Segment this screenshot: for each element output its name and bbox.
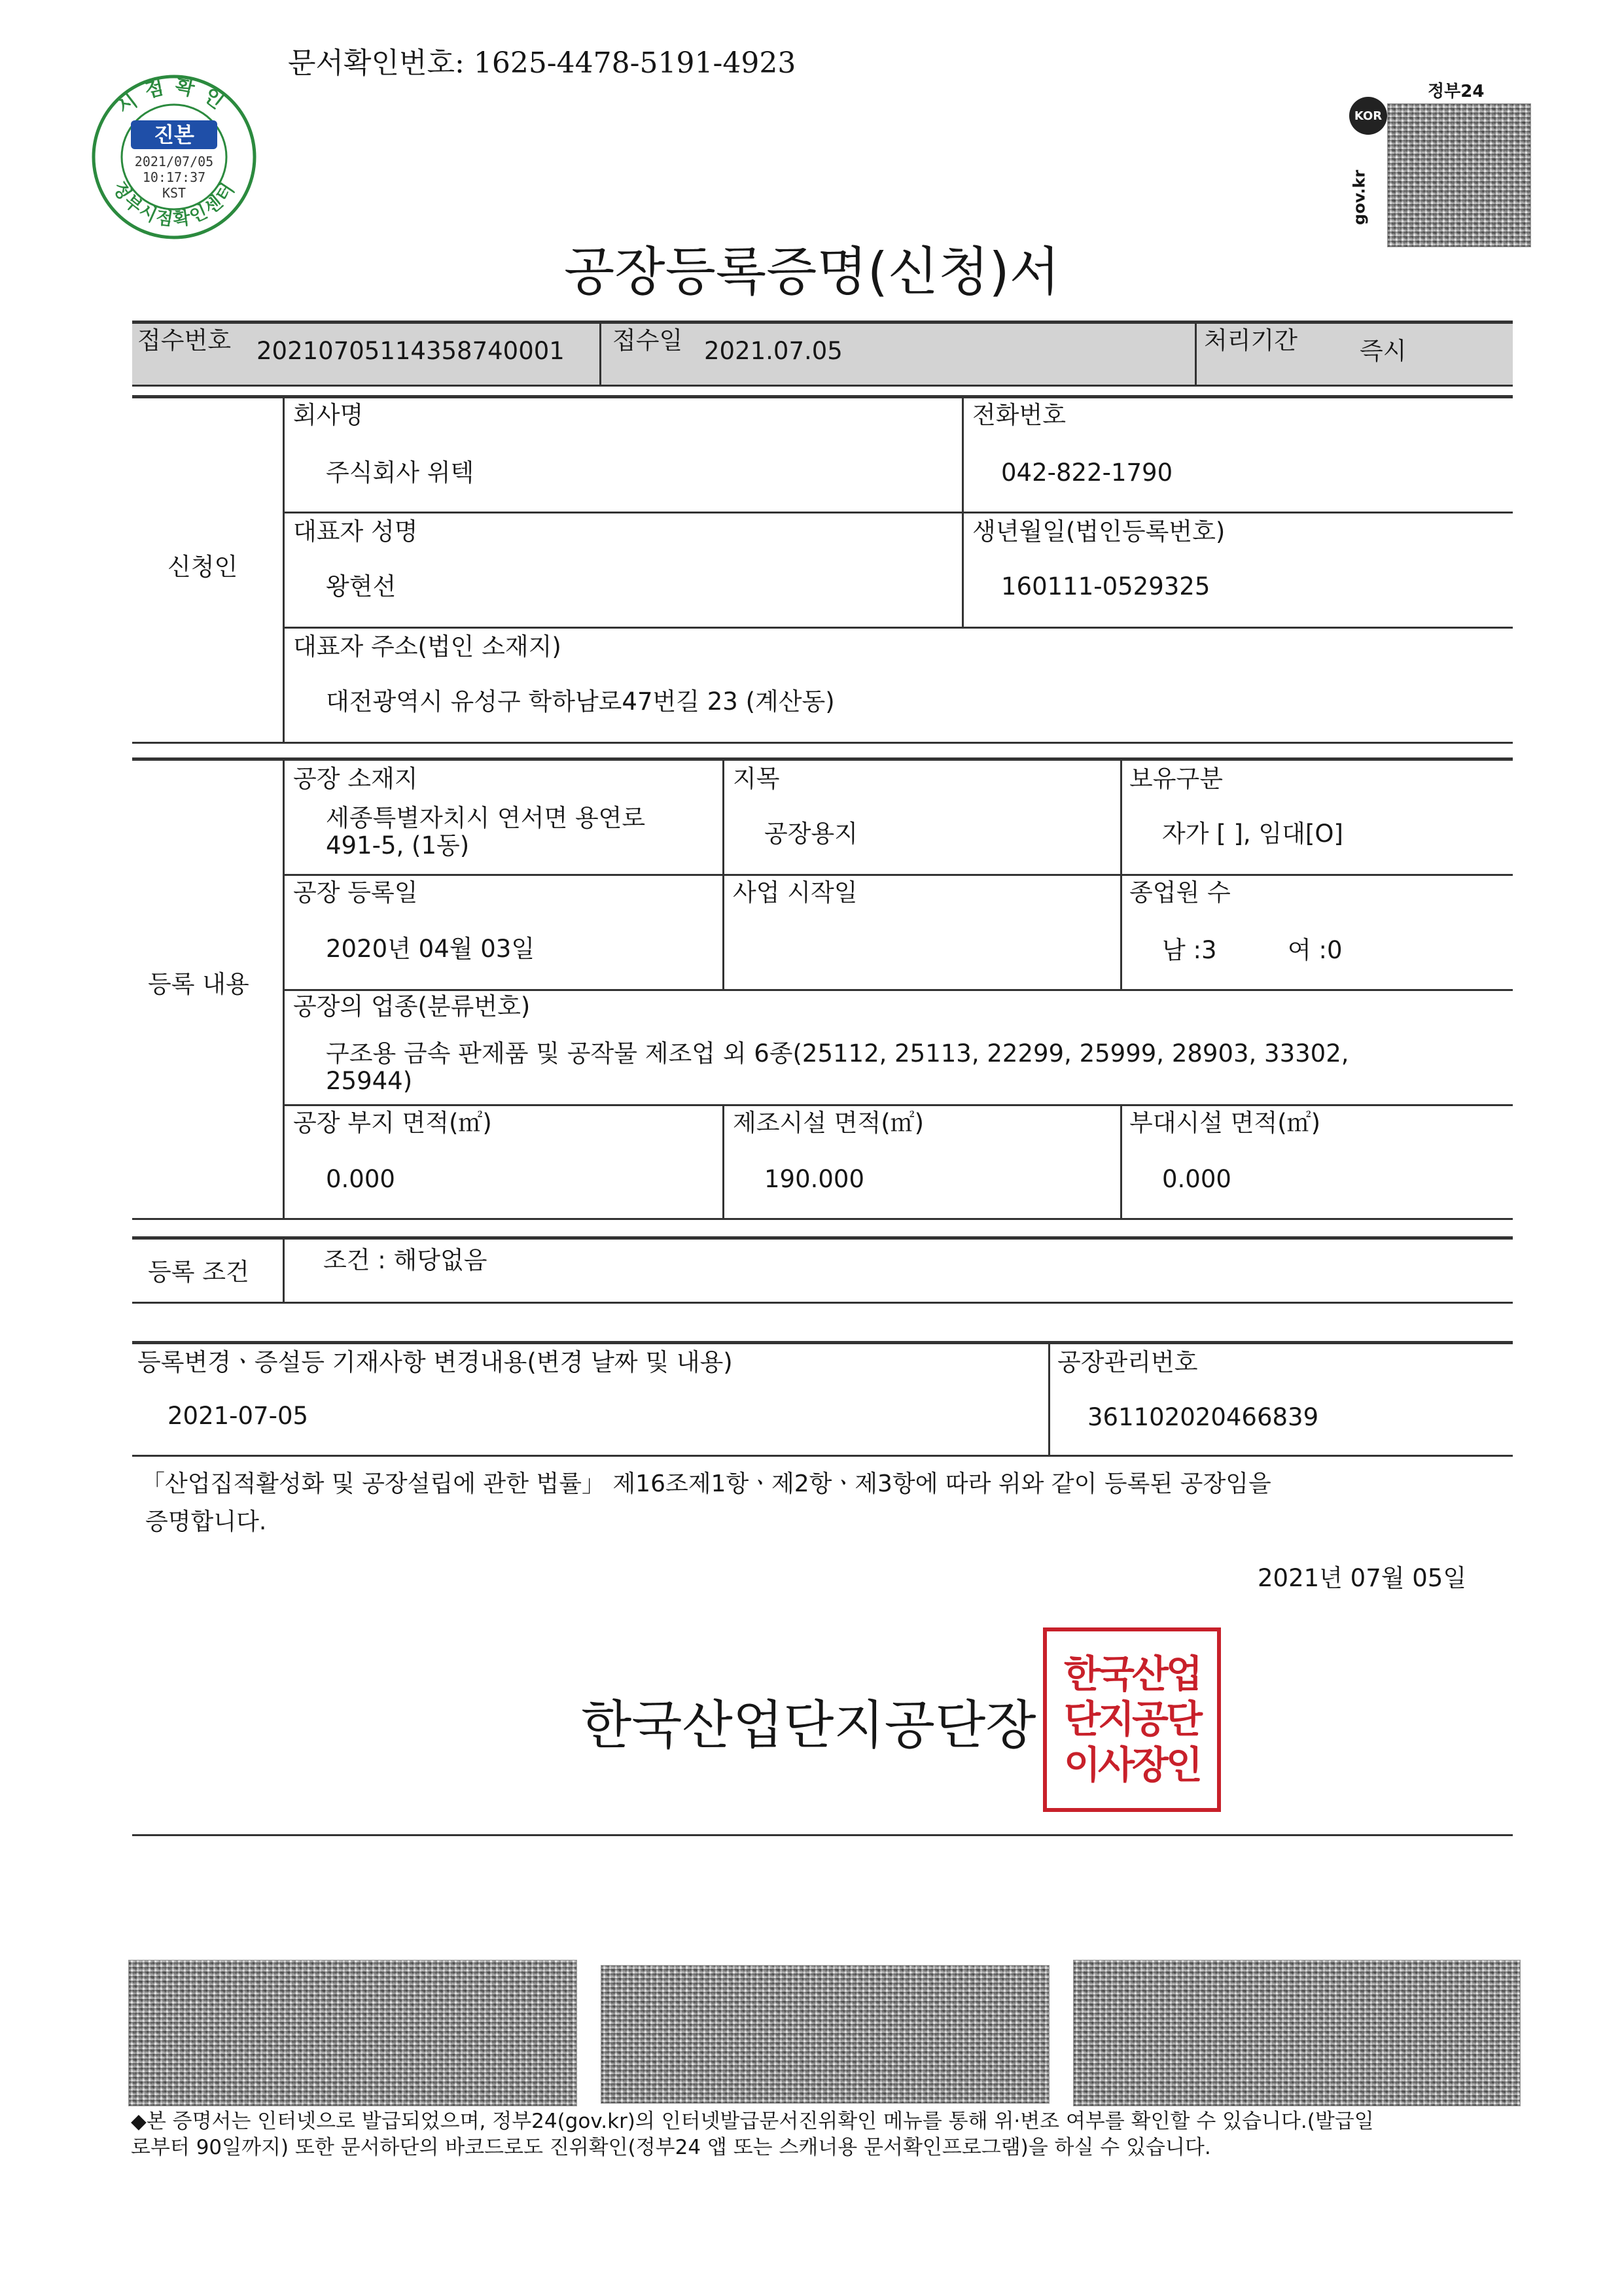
conditions-value: 조건 : 해당없음: [323, 1246, 487, 1274]
stamp-bottom-text: 정부시점확인센터: [108, 178, 240, 230]
mgmt-no-label: 공장관리번호: [1057, 1348, 1198, 1376]
seal-line-3: 이사장인: [1063, 1742, 1201, 1787]
phone-value: 042-822-1790: [1001, 459, 1173, 487]
location-label: 공장 소재지: [293, 765, 418, 793]
rep-name-value: 왕현선: [326, 572, 397, 600]
land-category-value: 공장용지: [764, 820, 858, 848]
birth-value: 160111-0529325: [1001, 572, 1210, 600]
stamp-badge: 진본: [154, 122, 194, 147]
aux-area-label: 부대시설 면적(㎡): [1129, 1109, 1321, 1137]
timestamp-stamp-icon: [90, 73, 258, 241]
statement-line2: 증명합니다.: [145, 1508, 267, 1535]
birth-label: 생년월일(법인등록번호): [972, 517, 1226, 546]
barcode-left-icon: [128, 1960, 577, 2106]
seal-line-1: 한국산업: [1063, 1651, 1201, 1696]
footer-line2: 로부터 90일까지) 또한 문서하단의 바코드로도 진위확인(정부24 앱 또는 스캐너용 문서확인프로그램)을 하실 수 있습니다.: [131, 2136, 1211, 2159]
site-area-value: 0.000: [326, 1165, 395, 1193]
ownership-label: 보유구분: [1129, 765, 1223, 793]
qr-code-icon: [1387, 103, 1531, 247]
site-area-label: 공장 부지 면적(㎡): [293, 1109, 492, 1137]
company-value: 주식회사 위텍: [326, 459, 474, 487]
address-value: 대전광역시 유성구 학하남로47번길 23 (계산동): [326, 687, 835, 716]
ownership-value: 자가 [ ], 임대[O]: [1162, 820, 1343, 848]
changes-label: 등록변경ㆍ증설등 기재사항 변경내용(변경 날짜 및 내용): [137, 1348, 733, 1376]
statement-line1: 「산업집적활성화 및 공장설립에 관한 법률」 제16조제1항ㆍ제2항ㆍ제3항에 따라 위와 같이 등록된 공장임을: [141, 1470, 1271, 1497]
phone-label: 전화번호: [972, 401, 1066, 429]
qr-code-block: [1349, 77, 1532, 267]
qr-side-text: gov.kr: [1350, 169, 1369, 225]
stamp-top-text: 시점확인: [113, 74, 236, 120]
svg-text:시점확인: [113, 74, 235, 119]
changes-value: 2021-07-05: [168, 1402, 309, 1430]
industry-line2: 25944): [326, 1067, 413, 1095]
stamp-date: 2021/07/05: [134, 154, 214, 169]
timestamp-stamp: [90, 73, 258, 241]
qr-label: 정부24: [1428, 82, 1485, 101]
conditions-section-label: 등록 조건: [148, 1258, 249, 1286]
issuer-name: 한국산업단지공단장: [581, 1695, 1036, 1756]
kor-badge: [1349, 97, 1387, 135]
issue-date: 2021년 07월 05일: [1258, 1564, 1467, 1592]
start-date-label: 사업 시작일: [733, 878, 858, 907]
industry-label: 공장의 업종(분류번호): [293, 992, 531, 1020]
mfg-area-label: 제조시설 면적(㎡): [733, 1109, 925, 1137]
official-seal: [1043, 1627, 1221, 1812]
rep-name-label: 대표자 성명: [293, 517, 418, 546]
mgmt-no-value: 361102020466839: [1087, 1403, 1319, 1431]
receipt-date-value: 2021.07.05: [704, 337, 843, 365]
location-line1: 세종특별자치시 연서면 용연로: [326, 804, 646, 832]
industry-line1: 구조용 금속 판제품 및 공작물 제조업 외 6종(25112, 25113, 22299, 25999, 28903, 33302,: [326, 1039, 1349, 1068]
company-label: 회사명: [293, 401, 364, 429]
reg-date-value: 2020년 04월 03일: [326, 935, 535, 963]
barcode-right-icon: [1073, 1960, 1521, 2106]
processing-period-value: 즉시: [1360, 337, 1407, 365]
receipt-no-value: 20210705114358740001: [256, 337, 565, 365]
kor-badge-text: KOR: [1354, 109, 1383, 123]
address-label: 대표자 주소(법인 소재지): [293, 633, 561, 661]
employees-male: 남 :3: [1162, 936, 1217, 964]
document-confirm-number: 문서확인번호: 1625-4478-5191-4923: [288, 46, 796, 80]
employees-label: 종업원 수: [1129, 878, 1231, 907]
aux-area-value: 0.000: [1162, 1165, 1231, 1193]
seal-line-2: 단지공단: [1063, 1697, 1201, 1742]
footer-line1: ◆본 증명서는 인터넷으로 발급되었으며, 정부24(gov.kr)의 인터넷발급문서진위확인 메뉴를 통해 위·변조 여부를 확인할 수 있습니다.(발급일: [131, 2110, 1374, 2133]
applicant-section-label: 신청인: [168, 553, 238, 581]
employees-female: 여 :0: [1288, 936, 1343, 964]
location-line2: 491-5, (1동): [326, 831, 470, 860]
processing-period-label: 처리기간: [1204, 326, 1297, 355]
receipt-no-label: 접수번호: [137, 326, 231, 355]
registration-section-label: 등록 내용: [148, 970, 249, 998]
stamp-time: 10:17:37: [142, 169, 206, 185]
receipt-date-label: 접수일: [612, 326, 683, 355]
page-title: 공장등록증명(신청)서: [564, 241, 1060, 302]
reg-date-label: 공장 등록일: [293, 878, 418, 907]
stamp-tz: KST: [162, 185, 186, 201]
land-category-label: 지목: [733, 765, 780, 793]
barcode-center-icon: [601, 1965, 1050, 2104]
mfg-area-value: 190.000: [764, 1165, 865, 1193]
